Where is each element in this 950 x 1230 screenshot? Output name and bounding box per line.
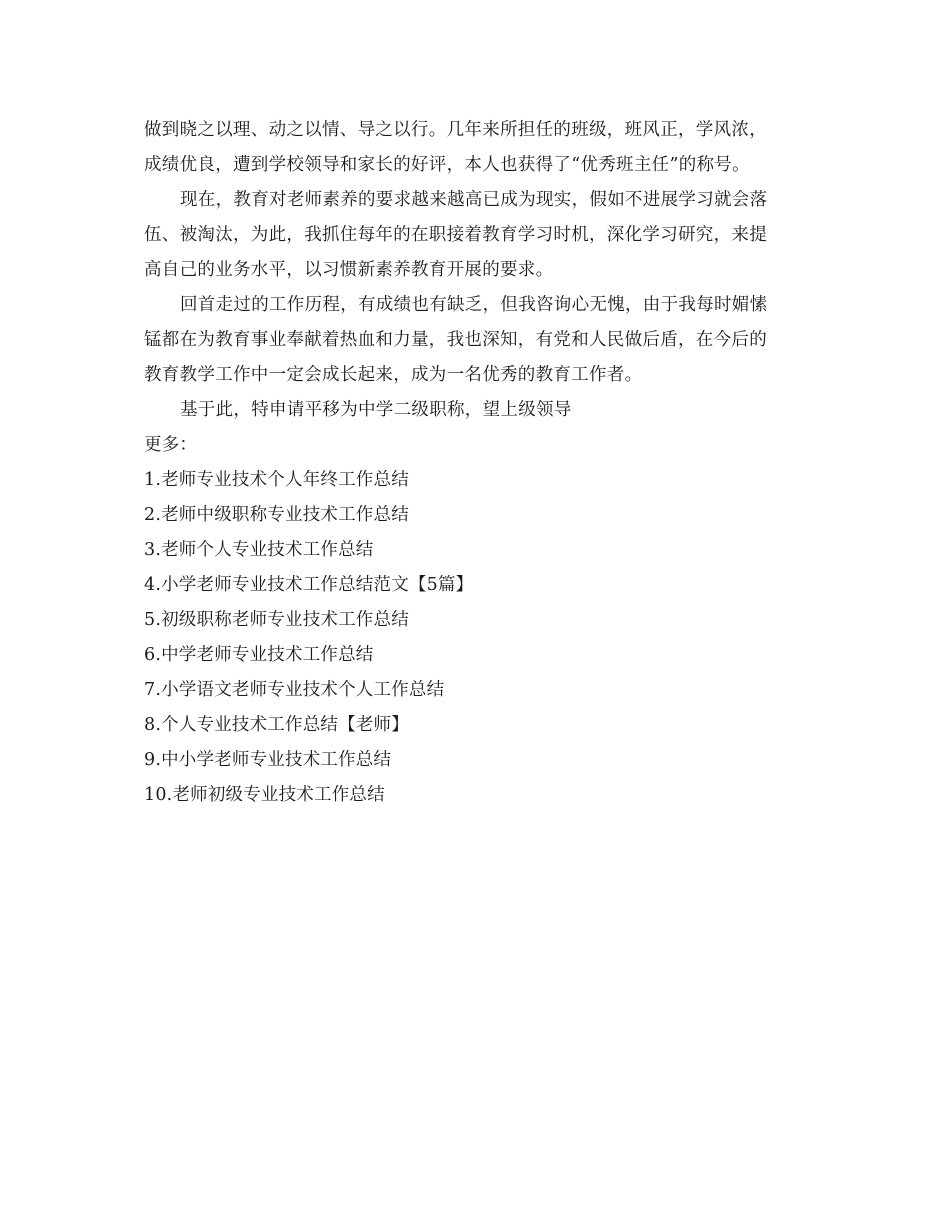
paragraph-3 [144, 288, 804, 393]
paragraph-line: 做到晓之以理、动之以情、导之以行。几年来所担任的班级，班风正，学风浓， [144, 120, 767, 140]
more-label: 更多： [144, 435, 198, 455]
paragraph-line: 教育教学工作中一定会成长起来，成为一名优秀的教育工作者。 [144, 365, 643, 385]
more-link-item[interactable]: 6.中学老师专业技术工作总结 [144, 645, 374, 665]
paragraph-line: 成绩优良，遭到学校领导和家长的好评，本人也获得了“优秀班主任”的称号。 [144, 155, 750, 175]
document-page [144, 113, 804, 813]
more-link-item[interactable]: 9.中小学老师专业技术工作总结 [144, 750, 392, 770]
paragraph-line: 伍、被淘汰，为此，我抓住每年的在职接着教育学习时机，深化学习研究，来提 [144, 225, 767, 245]
paragraph-2 [144, 183, 804, 288]
paragraph-line: 基于此，特申请平移为中学二级职称，望上级领导 [180, 400, 572, 420]
more-link-item[interactable]: 7.小学语文老师专业技术个人工作总结 [144, 680, 445, 700]
more-link-item[interactable]: 5.初级职称老师专业技术工作总结 [144, 610, 409, 630]
more-link-item[interactable]: 1.老师专业技术个人年终工作总结 [144, 470, 409, 490]
more-link-item[interactable]: 8.个人专业技术工作总结【老师】 [144, 715, 409, 735]
paragraph-line: 高自己的业务水平，以习惯新素养教育开展的要求。 [144, 260, 554, 280]
more-links-section [144, 428, 804, 813]
paragraph-line: 现在，教育对老师素养的要求越来越高已成为现实，假如不进展学习就会落 [180, 190, 768, 210]
paragraph-4 [144, 393, 804, 428]
more-link-item[interactable]: 10.老师初级专业技术工作总结 [144, 785, 385, 805]
paragraph-1 [144, 113, 804, 183]
more-link-item[interactable]: 4.小学老师专业技术工作总结范文【5篇】 [144, 575, 474, 595]
paragraph-line: 回首走过的工作历程，有成绩也有缺乏，但我咨询心无愧，由于我每时媚愫 [180, 295, 768, 315]
more-link-item[interactable]: 2.老师中级职称专业技术工作总结 [144, 505, 409, 525]
more-link-item[interactable]: 3.老师个人专业技术工作总结 [144, 540, 374, 560]
paragraph-line: 锰都在为教育事业奉献着热血和力量，我也深知，有党和人民做后盾，在今后的 [144, 330, 767, 350]
